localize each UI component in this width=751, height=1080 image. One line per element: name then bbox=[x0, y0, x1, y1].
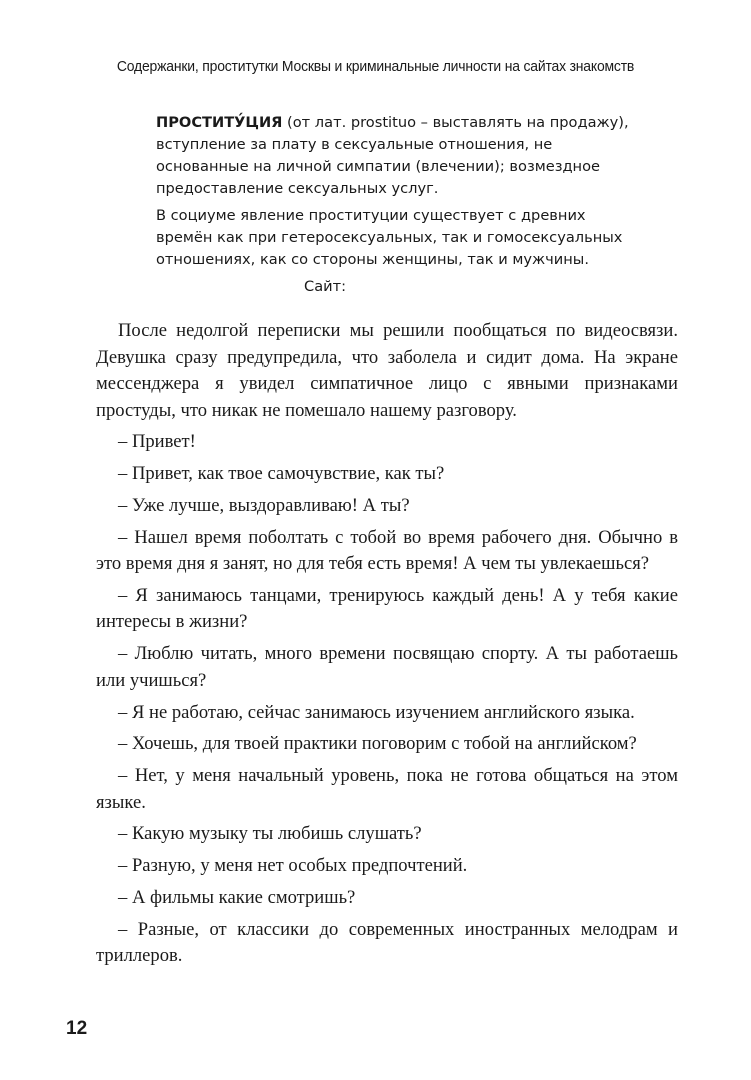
dialogue-line: – Разные, от классики до современных иностранных мелодрам и триллеров. bbox=[96, 918, 678, 967]
dialogue-line: – Привет! bbox=[118, 431, 196, 453]
dialogue-line: – Какую музыку ты любишь слушать? bbox=[118, 823, 422, 845]
dialogue-line: – Я занимаюсь танцами, тренируюсь каждый день! А у тебя какие интересы в жизни? bbox=[96, 584, 678, 633]
epigraph bbox=[156, 112, 638, 303]
page-number: 12 bbox=[66, 1018, 88, 1039]
body-paragraph: После недолгой переписки мы решили пообщаться по видеосвязи. Девушка сразу предупредила, что заболела и сидит дома. На экране мессенджера я увидел симпатичное лицо с явными признаками простуды, что никак не помешало нашему разговору. bbox=[96, 320, 678, 421]
dialogue-line: – Люблю читать, много времени посвящаю спорту. А ты работаешь или учишься? bbox=[96, 643, 678, 691]
epigraph-paragraph: В социуме явление проституции существует с древних времён как при гетеросексуальных, так и гомосексуальных отношениях, как со стороны женщины, так и мужчины. bbox=[156, 207, 623, 268]
epigraph-definition-text: (от лат. prostituo – выставлять на продажу), вступление за плату в сексуальные отношения, не основанные на личной симпатии (влечении); возмездное предоставление сексуальных услуг. bbox=[156, 114, 629, 197]
dialogue-line: – Привет, как твое самочувствие, как ты? bbox=[118, 463, 445, 485]
epigraph-term: ПРОСТИТУ́ЦИЯ bbox=[156, 114, 283, 131]
body-text bbox=[96, 318, 678, 975]
dialogue-line: – Я не работаю, сейчас занимаюсь изучением английского языка. bbox=[118, 701, 635, 723]
dialogue-line: – Хочешь, для твоей практики поговорим с тобой на английском? bbox=[118, 733, 637, 755]
dialogue-line: – Разную, у меня нет особых предпочтений. bbox=[118, 855, 468, 877]
epigraph-source: Сайт: bbox=[304, 278, 347, 295]
dialogue-line: – А фильмы какие смотришь? bbox=[118, 887, 356, 909]
running-header: Содержанки, проститутки Москвы и криминальные личности на сайтах знакомств bbox=[116, 58, 635, 75]
dialogue-line: – Нет, у меня начальный уровень, пока не готова общаться на этом языке. bbox=[96, 765, 678, 813]
dialogue-line: – Нашел время поболтать с тобой во время рабочего дня. Обычно в это время дня я занят, но для тебя есть время! А чем ты увлекаешься? bbox=[96, 526, 678, 575]
epigraph-definition bbox=[156, 112, 638, 200]
dialogue-line: – Уже лучше, выздоравливаю! А ты? bbox=[118, 494, 410, 516]
